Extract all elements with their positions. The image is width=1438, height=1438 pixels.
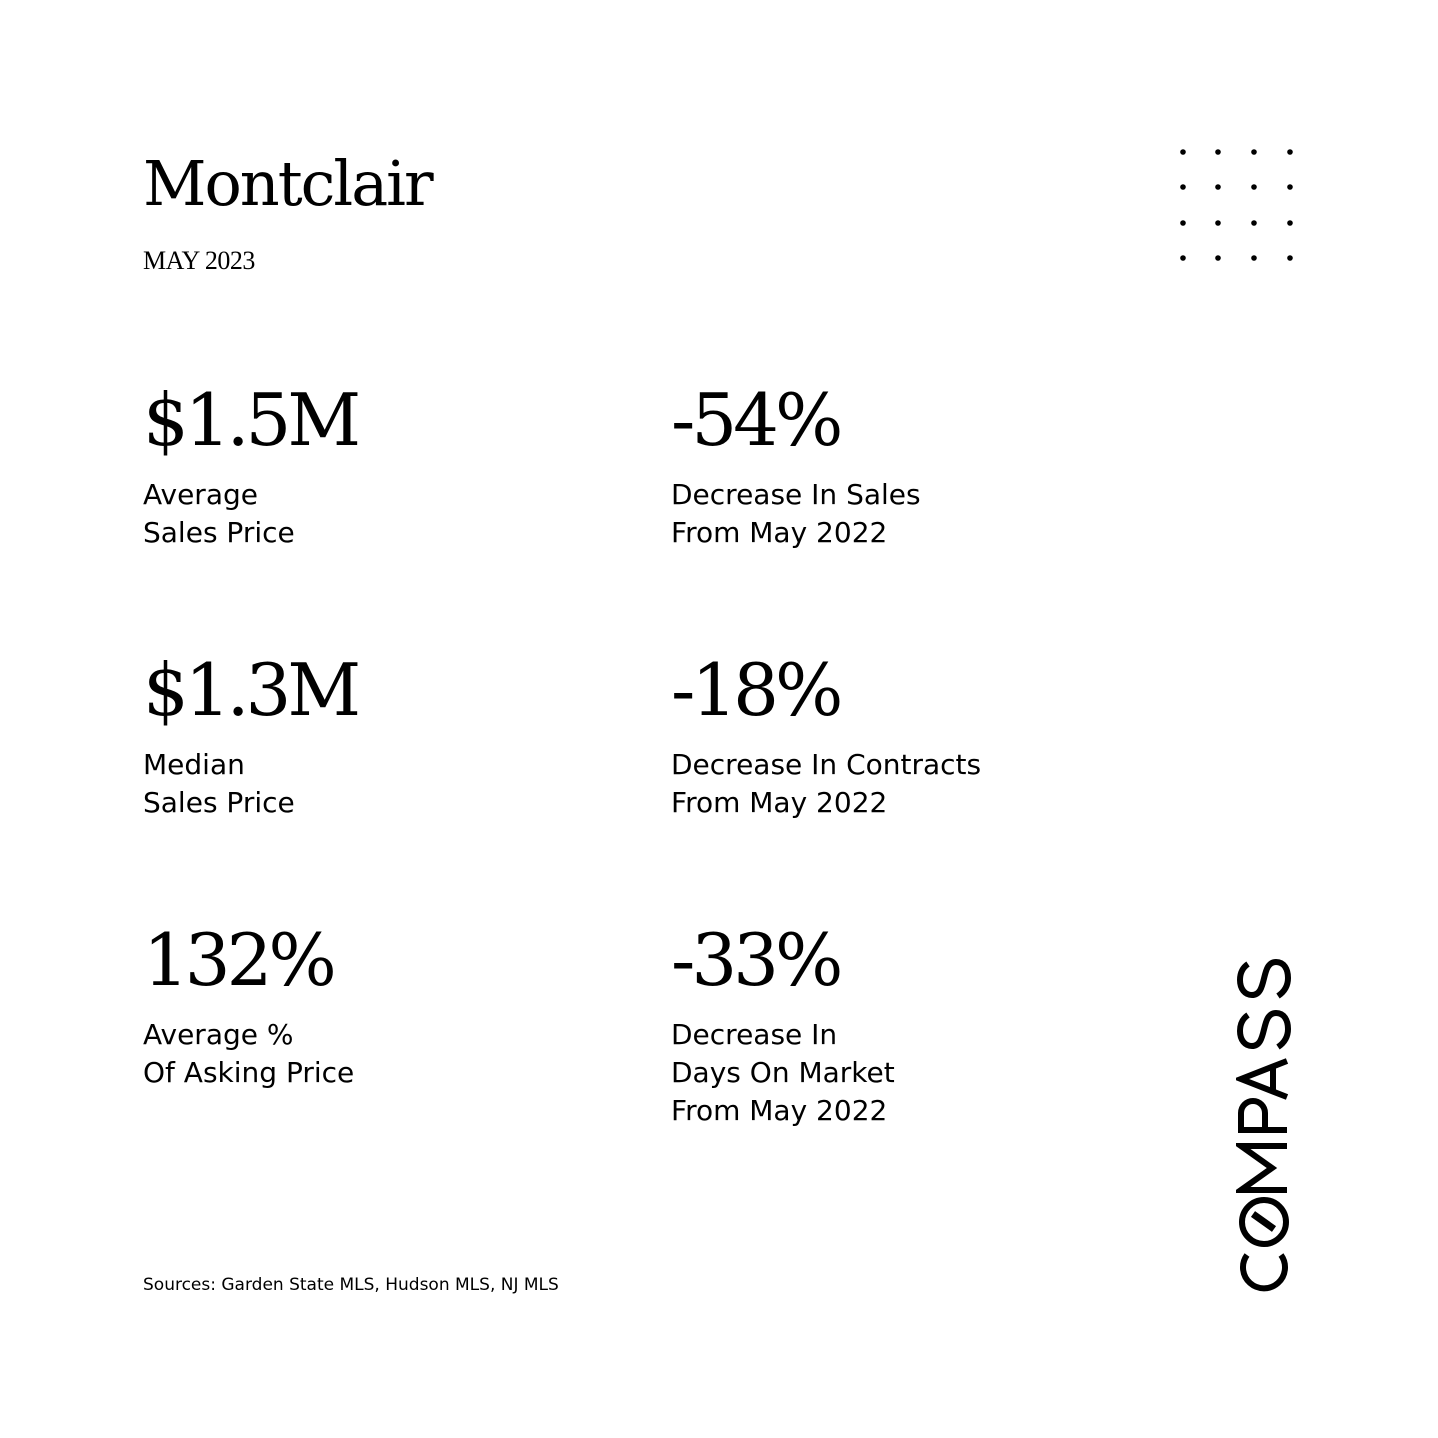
sources-note: Sources: Garden State MLS, Hudson MLS, NJ MLS: [143, 1275, 559, 1295]
stat-label-line: From May 2022: [671, 1094, 888, 1127]
stat-decrease-in-sales: [671, 380, 921, 552]
stat-label-line: Sales Price: [143, 786, 295, 819]
report-date: MAY 2023: [143, 246, 255, 275]
stat-value: -54%: [671, 378, 840, 462]
stat-value: -18%: [671, 648, 840, 732]
stat-value: $1.3M: [143, 648, 358, 732]
stat-label: [671, 476, 921, 552]
stat-value: 132%: [143, 918, 333, 1002]
stat-label-line: Sales Price: [143, 516, 295, 549]
stat-label-line: Average: [143, 478, 258, 511]
stat-label-line: Median: [143, 748, 245, 781]
stat-value: $1.5M: [143, 378, 358, 462]
stat-label-line: Decrease In Contracts: [671, 748, 982, 781]
compass-logo: [1236, 958, 1292, 1294]
stat-label: [143, 476, 357, 552]
stat-average-sales-price: [143, 380, 357, 552]
stat-label: [143, 746, 357, 822]
stat-label: [671, 746, 981, 822]
stat-value: -33%: [671, 918, 840, 1002]
stat-label-line: Decrease In: [671, 1018, 838, 1051]
stat-label-line: Days On Market: [671, 1056, 895, 1089]
stat-average-percent-of-asking: [143, 920, 354, 1092]
stat-label-line: Of Asking Price: [143, 1056, 355, 1089]
dot-grid-icon: [1176, 145, 1301, 265]
stat-median-sales-price: [143, 650, 357, 822]
stat-label-line: From May 2022: [671, 516, 888, 549]
stat-label-line: From May 2022: [671, 786, 888, 819]
stat-label: [143, 1016, 354, 1092]
page-title: Montclair: [143, 147, 432, 220]
stat-label-line: Average %: [143, 1018, 294, 1051]
stat-decrease-in-days-on-market: [671, 920, 895, 1130]
stat-decrease-in-contracts: [671, 650, 981, 822]
stat-label: [671, 1016, 895, 1130]
stat-label-line: Decrease In Sales: [671, 478, 921, 511]
